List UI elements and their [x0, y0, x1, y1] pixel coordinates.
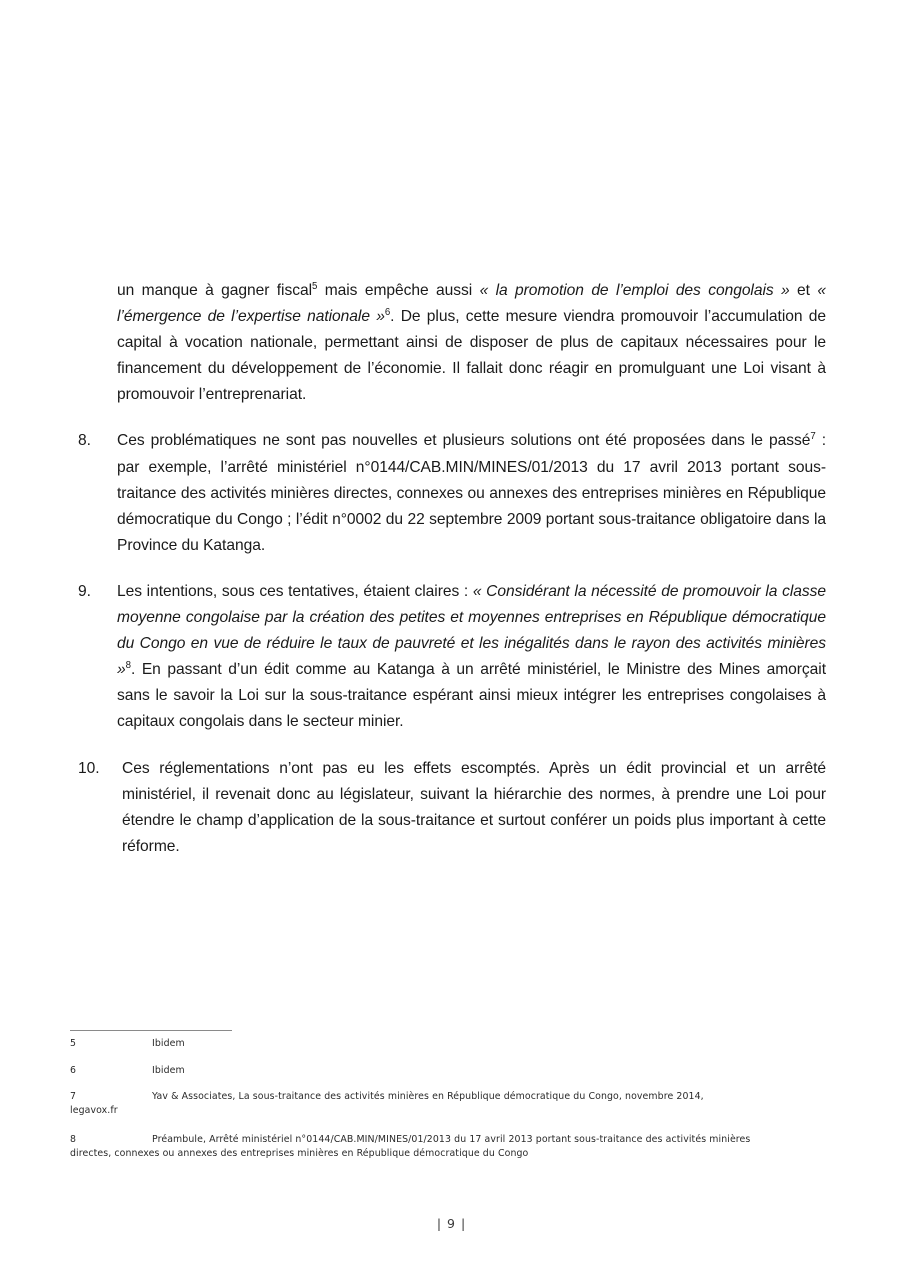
text-run: . En passant d’un édit comme au Katanga à un arrêté ministériel, le Ministre des Mines amorçait sans le savoir la Loi sur la sous-traitance espérant ainsi mieux intégrer les entreprises congolaises à capitaux congolais dans le secteur minier. [117, 661, 826, 731]
footnote-text: Ibidem [152, 1064, 185, 1076]
text-run: mais empêche aussi [317, 282, 480, 299]
footnote-text-continuation: directes, connexes ou annexes des entreprises minières en République démocratique du Congo [70, 1147, 529, 1159]
footnote-number: 8 [70, 1134, 77, 1145]
paragraph-number: 10. [78, 759, 100, 777]
quoted-italic-text: « la promotion de l’emploi des congolais » [479, 282, 790, 299]
footnote-number: 7 [70, 1091, 77, 1102]
footnote-number: 6 [70, 1064, 77, 1076]
paragraph-text [117, 278, 826, 408]
paragraph-text [117, 428, 826, 558]
footnote-item [70, 1133, 826, 1160]
footnote-reference: 8 [125, 660, 131, 672]
text-run: . De plus, cette mesure viendra promouvoir l’accumulation de capital à vocation nationale, permettant ainsi de disposer de plus de capitaux nécessaires pour le financement du développement de l’économie. Il fallait donc réagir en promulguant une Loi visant à promouvoir l’entreprenariat. [117, 308, 826, 404]
numbered-paragraph-9 [78, 579, 826, 736]
paragraph-number: 8. [78, 432, 91, 450]
footnote-reference: 7 [810, 431, 816, 443]
quoted-italic-text: « Considérant la nécessité de promouvoir la classe moyenne congolaise par la création des petites et moyennes entreprises en République démocratique du Congo en vue de réduire le taux de pauvreté et les inégalités dans le rayon des activités minières » [117, 582, 826, 679]
footnote-item [70, 1064, 826, 1078]
text-run: et [789, 282, 818, 299]
text-run: Ces problématiques ne sont pas nouvelles et plusieurs solutions ont été proposées dans le passé [117, 432, 811, 450]
paragraph-text [117, 579, 826, 736]
quoted-italic-text: « l’émergence de l’expertise nationale » [117, 282, 826, 326]
footnote-number: 5 [70, 1038, 77, 1049]
footnote-reference: 6 [384, 306, 391, 318]
paragraph-continuation [117, 278, 826, 408]
paragraph-number: 9. [78, 582, 91, 600]
footnote-reference: 5 [311, 280, 318, 292]
footnote-item [70, 1090, 826, 1117]
footnote-item [70, 1037, 826, 1051]
numbered-paragraph-8 [78, 428, 826, 558]
footnote-text: Ibidem [152, 1038, 185, 1049]
footnote-text: Yav & Associates, La sous-traitance des activités minières en République démocratique du Congo, novembre 2014, [152, 1091, 704, 1102]
footnote-separator-rule [70, 1030, 232, 1031]
numbered-paragraph-10 [78, 756, 826, 860]
footnote-section [70, 1030, 826, 1173]
page-number: | 9 | [436, 1216, 467, 1231]
body-text-column [78, 278, 826, 880]
text-run: : par exemple, l’arrêté ministériel n°0144/CAB.MIN/MINES/01/2013 du 17 avril 2013 portant sous-traitance des activités minières directes, connexes ou annexes des entreprises minières en République démocratique du Congo ; l’édit n°0002 du 22 septembre 2009 portant sous-traitance obligatoire dans la Province du Katanga. [117, 432, 826, 554]
text-run: un manque à gagner fiscal [117, 282, 312, 299]
footnote-text: Préambule, Arrêté ministériel n°0144/CAB.MIN/MINES/01/2013 du 17 avril 2013 portant sous-traitance des activités minières [152, 1134, 751, 1145]
footnote-text-continuation: legavox.fr [70, 1104, 118, 1116]
text-run: Les intentions, sous ces tentatives, étaient claires : [117, 582, 473, 600]
paragraph-text [122, 756, 826, 860]
text-run: Ces réglementations n’ont pas eu les effets escomptés. Après un édit provincial et un arrêté ministériel, il revenait donc au législateur, suivant la hiérarchie des normes, à prendre une Loi pour étendre le champ d’application de la sous-traitance et surtout conférer un poids plus important à cette réforme. [122, 759, 826, 855]
